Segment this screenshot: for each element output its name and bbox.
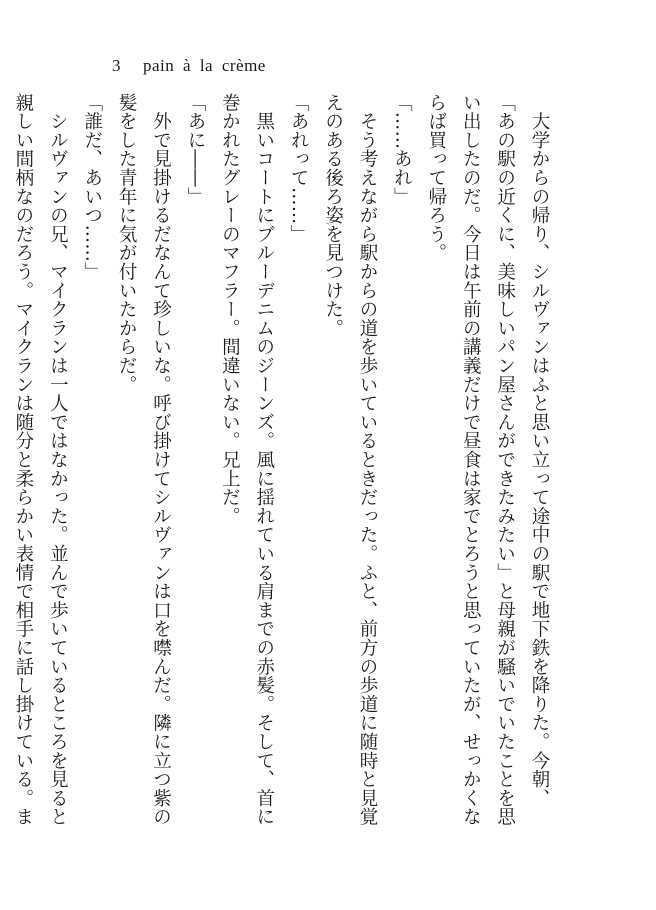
running-title: pain à la crème [143,56,266,75]
paragraph: 「……あれ」 [391,93,413,206]
paragraph: 「誰だ、あいつ……」 [81,93,103,281]
page-number: 3 [112,56,121,75]
vertical-body-text [0,93,556,833]
paragraph: 黒いコートにブルーデニムのジーンズ。風に揺れている肩までの赤髪。そして、首に巻かれたグレーのマフラー。間違いない。兄上だ。 [219,93,275,827]
paragraph: そう考えながら駅からの道を歩いているときだった。ふと、前方の歩道に随時と見覚えのある後ろ姿を見つけた。 [322,93,378,827]
paragraph: 外で見掛けるだなんて珍しいな。呼び掛けてシルヴァンは口を噤んだ。隣に立つ紫の髪をした青年に気が付いたからだ。 [116,93,172,827]
paragraph: 「あに――」 [184,93,206,206]
paragraph: シルヴァンの兄、マイクランは一人ではなかった。並んで歩いているところを見ると親しい間柄なのだろう。マイクランは随分と柔らかい表情で相手に話し掛けている。ま [12,93,69,827]
paragraph: 「あれって……」 [288,93,310,244]
running-header [112,56,266,76]
paragraph: 大学からの帰り、シルヴァンはふと思い立って途中の駅で地下鉄を降りた。今朝、「あの駅の近くに、美味しいパン屋さんができたみたい」と母親が騒いでいたことを思い出したのだ。今日は午前の講義だけで昼食は家でとろうと思っていたが、せっかくならば買って帰ろう。 [425,93,550,827]
